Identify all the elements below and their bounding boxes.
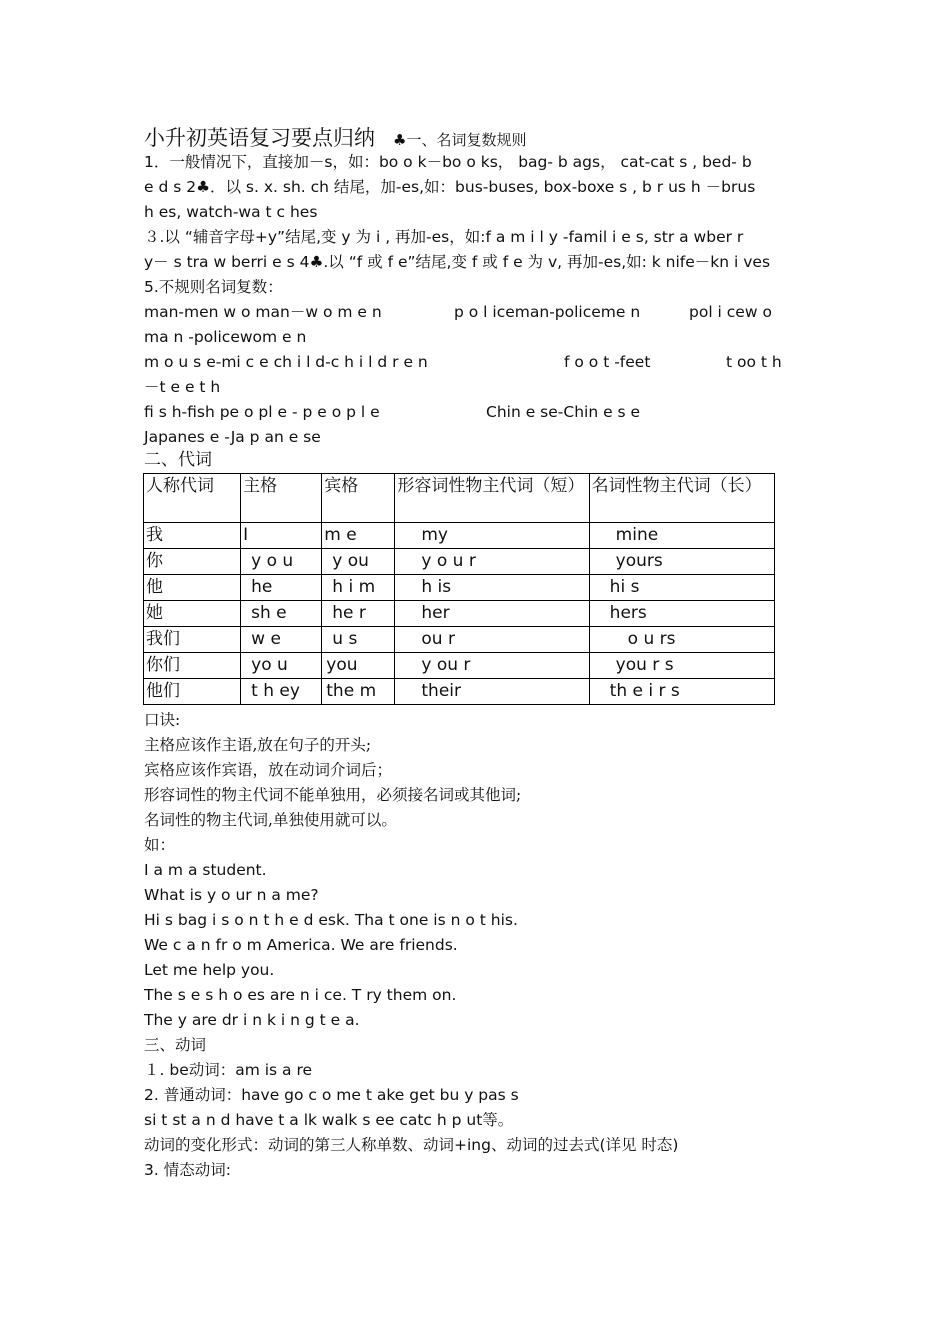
- mnemonic-line: 形容词性的物主代词不能单独用，必须接名词或其他词;: [144, 786, 522, 804]
- table-cell: he r: [322, 601, 395, 627]
- table-cell: m e: [322, 523, 395, 549]
- verb-line: 2. 普通动词：have go c o me t ake get bu y pas s: [144, 1086, 519, 1104]
- table-row: [144, 653, 775, 679]
- table-header-row: [144, 474, 775, 523]
- mnemonic-line: 名词性的物主代词,单独使用就可以。: [144, 811, 397, 829]
- rule-line: 5.不规则名词复数：: [144, 278, 283, 296]
- verb-line: 动词的变化形式：动词的第三人称单数、动词+ing、动词的过去式(详见 时态): [144, 1136, 679, 1154]
- mnemonic-line: 主格应该作主语,放在句子的开头;: [144, 736, 372, 754]
- irregular-item: Japanes e -Ja p an e se: [144, 428, 321, 446]
- table-cell: yo u: [241, 653, 322, 679]
- verb-line: 3. 情态动词:: [144, 1161, 231, 1179]
- table-cell: ou r: [395, 627, 589, 653]
- irregular-item: man-men w o man－w o m e n: [144, 303, 382, 321]
- table-row: [144, 575, 775, 601]
- example-sentence: What is y o ur n a me?: [144, 886, 319, 904]
- table-cell: 我: [144, 523, 241, 549]
- table-row: [144, 549, 775, 575]
- irregular-item: pol i cew o: [689, 303, 772, 321]
- table-cell: o u rs: [589, 627, 774, 653]
- table-header: 名词性物主代词（长）: [589, 474, 774, 523]
- table-cell: 你: [144, 549, 241, 575]
- table-cell: I: [241, 523, 322, 549]
- table-cell: y o u: [241, 549, 322, 575]
- table-cell: mine: [589, 523, 774, 549]
- example-label: 如：: [144, 836, 176, 854]
- irregular-item: m o u s e-mi c e ch i l d-c h i l d r e n: [144, 353, 428, 371]
- pronoun-table: [143, 473, 775, 705]
- example-sentence: The y are dr i n k i n g t e a.: [144, 1011, 360, 1029]
- table-cell: my: [395, 523, 589, 549]
- mnemonic-label: 口诀:: [144, 711, 181, 729]
- table-cell: hi s: [589, 575, 774, 601]
- irregular-item: t oo t h: [726, 353, 782, 371]
- example-sentence: Let me help you.: [144, 961, 275, 979]
- table-header: 主格: [241, 474, 322, 523]
- table-cell: t h ey: [241, 679, 322, 705]
- irregular-item: ma n -policewom e n: [144, 328, 307, 346]
- irregular-item: p o l iceman-policeme n: [454, 303, 641, 321]
- rule-line: 1．一般情况下，直接加－s，如：bo o k－bo o ks， bag- b ags， cat-cat s , bed- b: [144, 153, 752, 171]
- table-cell: her: [395, 601, 589, 627]
- table-cell: hers: [589, 601, 774, 627]
- table-cell: 我们: [144, 627, 241, 653]
- table-row: [144, 679, 775, 705]
- table-cell: yours: [589, 549, 774, 575]
- example-sentence: The s e s h o es are n i ce. T ry them on.: [144, 986, 457, 1004]
- verb-line: si t st a n d have t a lk walk s ee catc h p ut等。: [144, 1111, 514, 1129]
- example-sentence: We c a n fr o m America. We are friends.: [144, 936, 458, 954]
- table-cell: u s: [322, 627, 395, 653]
- table-cell: 他: [144, 575, 241, 601]
- table-cell: 他们: [144, 679, 241, 705]
- table-cell: h i m: [322, 575, 395, 601]
- table-cell: the m: [322, 679, 395, 705]
- table-row: [144, 627, 775, 653]
- document-title: [144, 122, 526, 152]
- table-cell: their: [395, 679, 589, 705]
- example-sentence: I a m a student.: [144, 861, 267, 879]
- table-cell: sh e: [241, 601, 322, 627]
- table-cell: y o u r: [395, 549, 589, 575]
- table-row: [144, 601, 775, 627]
- mnemonic-line: 宾格应该作宾语，放在动词介词后；: [144, 761, 393, 779]
- table-cell: y ou: [322, 549, 395, 575]
- title-text: 小升初英语复习要点归纳: [144, 126, 375, 150]
- rule-line: ３.以 “辅音字母+y”结尾,变 y 为 i , 再加-es，如:f a m i l y -famil i e s, str a wber r: [144, 228, 744, 246]
- rule-line: h es, watch-wa t c hes: [144, 203, 318, 221]
- irregular-item: f o o t -feet: [564, 353, 651, 371]
- table-row: [144, 523, 775, 549]
- table-header: 人称代词: [144, 474, 241, 523]
- table-header: 形容词性物主代词（短）: [395, 474, 589, 523]
- section-3-heading: 三、动词: [144, 1036, 207, 1054]
- table-cell: 她: [144, 601, 241, 627]
- table-cell: you: [322, 653, 395, 679]
- table-cell: h is: [395, 575, 589, 601]
- rule-line: y－ s tra w berri e s 4♣.以 “f 或 f e”结尾,变 f 或 f e 为 v, 再加-es,如: k nife－kn i ves: [144, 253, 771, 271]
- table-header: 宾格: [322, 474, 395, 523]
- table-cell: th e i r s: [589, 679, 774, 705]
- table-cell: 你们: [144, 653, 241, 679]
- table-cell: you r s: [589, 653, 774, 679]
- irregular-item: －t e e t h: [144, 378, 221, 396]
- example-sentence: Hi s bag i s o n t h e d esk. Tha t one is n o t his.: [144, 911, 518, 929]
- verb-line: １. be动词：am is a re: [144, 1061, 313, 1079]
- table-cell: he: [241, 575, 322, 601]
- irregular-item: Chin e se-Chin e s e: [486, 403, 641, 421]
- table-cell: y ou r: [395, 653, 589, 679]
- table-cell: w e: [241, 627, 322, 653]
- irregular-item: fi s h-fish pe o pl e - p e o p l e: [144, 403, 380, 421]
- section-1-heading: ♣一、名词复数规则: [393, 131, 527, 149]
- section-2-heading: 二、代词: [144, 450, 212, 470]
- rule-line: e d s 2♣．以 s. x. sh. ch 结尾，加-es,如：bus-buses, box-boxe s , b r us h －brus: [144, 178, 756, 196]
